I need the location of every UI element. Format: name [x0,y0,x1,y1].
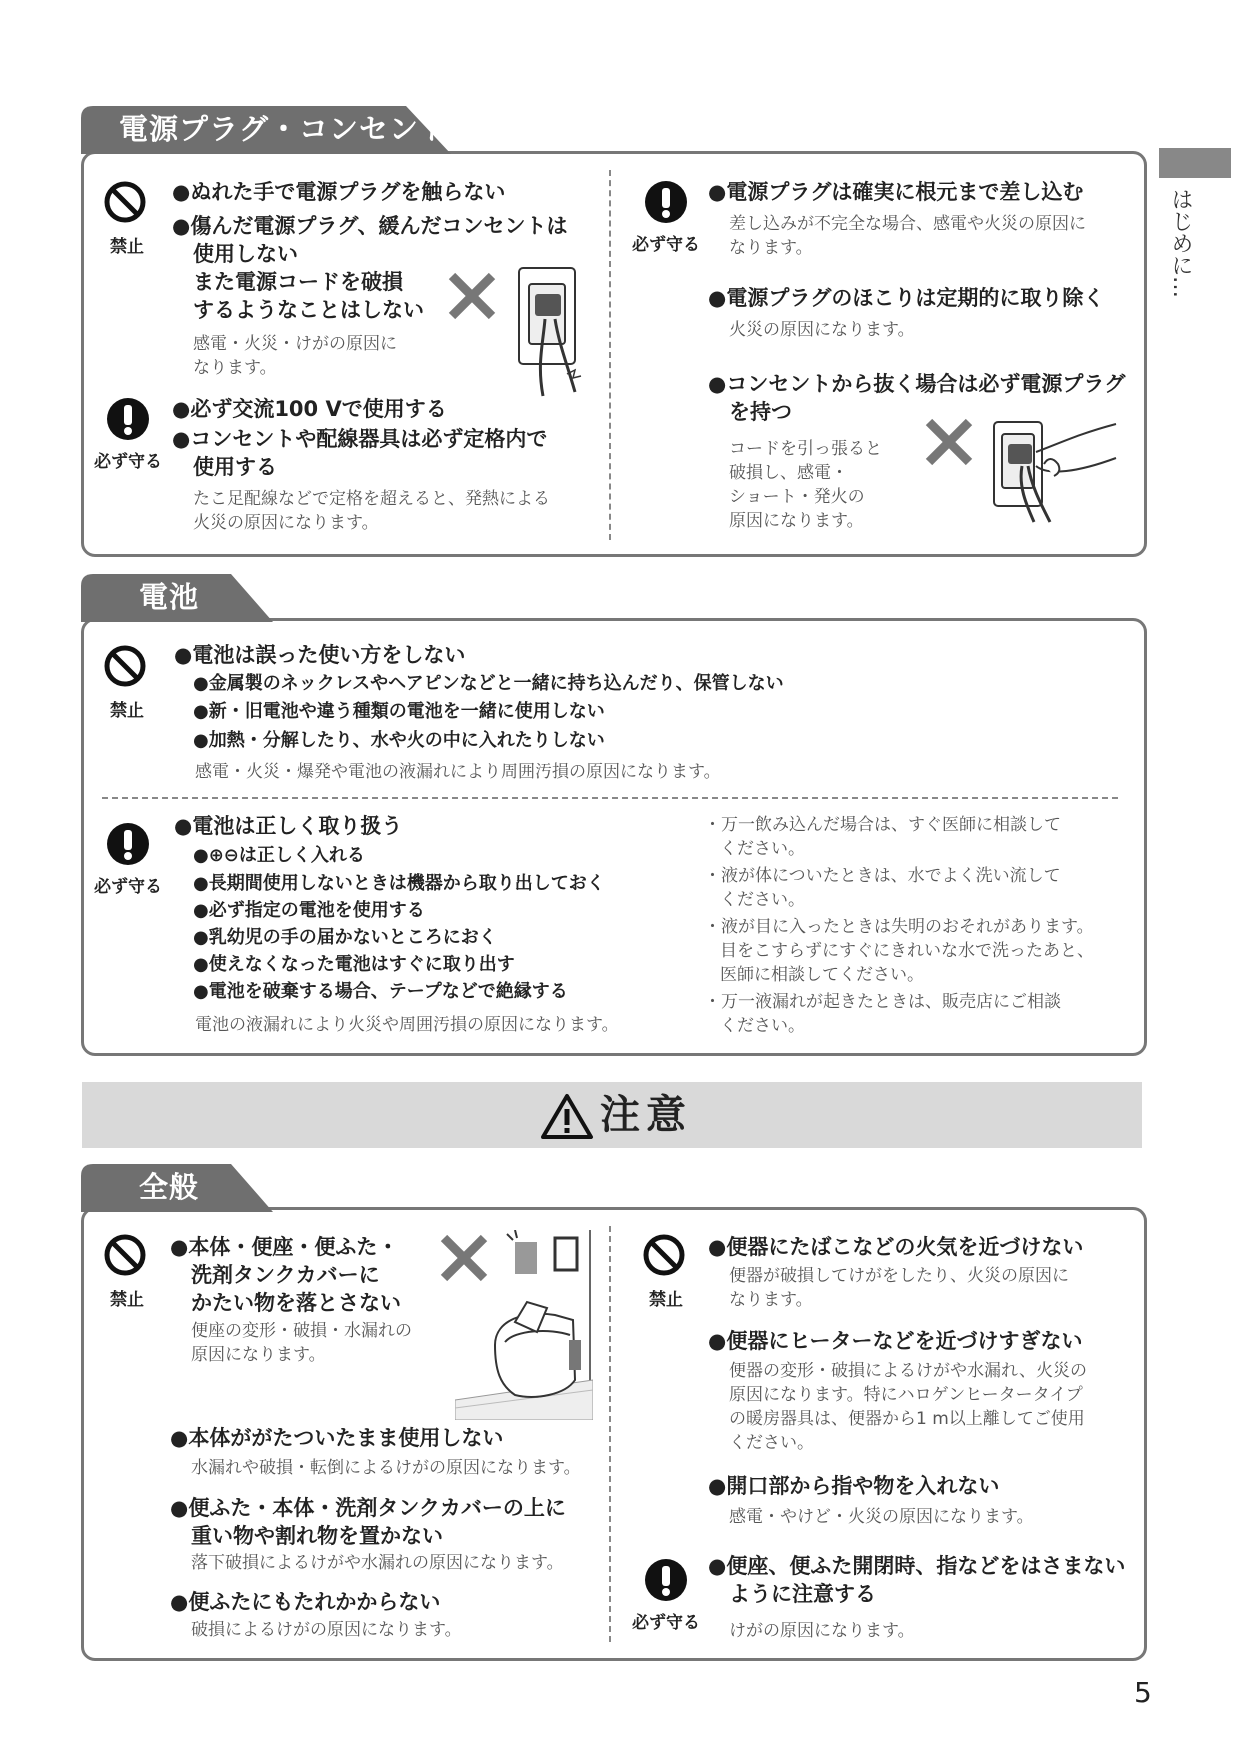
power-right-h1: ●電源プラグは確実に根元まで差し込む [708,180,1084,204]
x-mark-icon [925,418,973,466]
power-right-d1b: なります。 [729,238,813,258]
power-left-h4b: 使用する [193,455,277,479]
battery-upper-d1: 感電・火災・爆発や電池の液漏れにより周囲汚損の原因になります。 [195,762,721,782]
battery-upper-h1: ●電池は誤った使い方をしない [174,643,466,667]
power-left-d1b: なります。 [193,358,277,378]
must-icon [90,822,166,897]
battery-lower-s3: ●必ず指定の電池を使用する [193,900,425,921]
battery-upper-s2: ●新・旧電池や違う種類の電池を一緒に使用しない [193,701,605,722]
battery-note-3a: ・液が目に入ったときは失明のおそれがあります。 [704,917,1094,937]
power-right-h3a: ●コンセントから抜く場合は必ず電源プラグ [708,372,1126,396]
power-right-d3b: 破損し、感電・ [729,463,848,483]
power-section-title: 電源プラグ・コンセント [119,112,450,146]
power-left-h3: ●必ず交流100 Vで使用する [172,397,447,421]
power-right-d3d: 原因になります。 [729,511,864,531]
general-left-h4: ●便ふたにもたれかからない [170,1590,441,1614]
battery-note-4b: ください。 [720,1016,805,1036]
power-left-h2b: 使用しない [193,242,298,266]
general-left-d3: 落下破損によるけがや水漏れの原因になります。 [191,1553,564,1573]
battery-lower-h1: ●電池は正しく取り扱う [174,814,403,838]
general-right-d2b: 原因になります。特にハロゲンヒータータイプ [729,1385,1083,1405]
battery-lower-d1: 電池の液漏れにより火災や周囲汚損の原因になります。 [195,1015,619,1035]
prohibit-label: 禁止 [649,1290,683,1310]
power-right-d1a: 差し込みが不完全な場合、感電や火災の原因に [729,214,1086,234]
battery-lower-s4: ●乳幼児の手の届かないところにおく [193,927,497,948]
general-right-h3: ●開口部から指や物を入れない [708,1474,1000,1498]
prohibit-icon [100,644,154,721]
general-left-h3b: 重い物や割れ物を置かない [191,1524,443,1548]
warning-triangle-icon [540,1092,594,1140]
battery-lower-s1: ●⊕⊖は正しく入れる [193,845,365,866]
battery-divider [102,797,1118,799]
battery-note-3c: 医師に相談してください。 [720,965,924,985]
battery-lower-s2: ●長期間使用しないときは機器から取り出しておく [193,873,605,894]
x-mark-icon [448,272,496,320]
battery-lower-s6: ●電池を破棄する場合、テープなどで絶縁する [193,981,568,1002]
prohibit-label: 禁止 [110,237,144,257]
must-icon [628,180,704,255]
power-left-d1a: 感電・火災・けがの原因に [193,334,397,354]
battery-section-tab [81,574,281,620]
general-left-d4: 破損によるけがの原因になります。 [191,1620,462,1640]
must-label: 必ず守る [632,235,700,255]
side-tab-label: はじめに… [1168,188,1193,298]
general-right-d3: 感電・やけど・火災の原因になります。 [729,1507,1034,1527]
general-left-d2: 水漏れや破損・転倒によるけがの原因になります。 [191,1458,581,1478]
power-right-d2: 火災の原因になります。 [729,320,915,340]
must-label: 必ず守る [94,877,162,897]
power-left-h4a: ●コンセントや配線器具は必ず定格内で [172,427,548,451]
must-icon [628,1558,704,1633]
general-right-h4a: ●便座、便ふた開閉時、指などをはさまない [708,1554,1126,1578]
general-left-d1b: 原因になります。 [191,1345,326,1365]
battery-note-3b: 目をこすらずにすぐにきれいな水で洗ったあと、 [720,941,1094,961]
general-right-h4b: ように注意する [729,1582,876,1606]
general-right-d1a: 便器が破損してけがをしたり、火災の原因に [729,1266,1069,1286]
prohibit-label: 禁止 [110,701,144,721]
battery-section-title: 電池 [139,580,200,614]
power-left-h2c: また電源コードを破損 [193,270,403,294]
general-left-h1a: ●本体・便座・便ふた・ [170,1235,399,1259]
general-right-d2d: ください。 [729,1433,814,1453]
page-number: 5 [1134,1676,1152,1709]
general-right-d2a: 便器の変形・破損によるけがや水漏れ、火災の [729,1361,1088,1381]
battery-note-1a: ・万一飲み込んだ場合は、すぐ医師に相談して [704,815,1061,835]
general-left-h1b: 洗剤タンクカバーに [191,1263,380,1287]
general-left-h2: ●本体ががたついたまま使用しない [170,1426,504,1450]
power-left-d2b: 火災の原因になります。 [193,513,379,533]
power-right-d3c: ショート・発火の [729,487,865,507]
power-divider [609,170,611,540]
battery-note-2a: ・液が体についたときは、水でよく洗い流して [704,866,1061,886]
general-left-d1a: 便座の変形・破損・水漏れの [191,1321,412,1341]
prohibit-icon [639,1233,693,1310]
prohibit-icon [100,1233,154,1310]
power-section-tab [81,106,461,152]
general-right-h2: ●便器にヒーターなどを近づけすぎない [708,1329,1083,1353]
battery-lower-s5: ●使えなくなった電池はすぐに取り出す [193,954,515,975]
general-divider [609,1226,611,1642]
power-right-d3a: コードを引っ張ると [729,439,882,459]
power-left-d2a: たこ足配線などで定格を超えると、発熱による [193,489,550,509]
toilet-falling-object-illustration [455,1230,593,1420]
prohibit-label: 禁止 [110,1290,144,1310]
battery-upper-s3: ●加熱・分解したり、水や火の中に入れたりしない [193,730,605,751]
unplug-hand-illustration [988,418,1123,524]
must-label: 必ず守る [94,452,162,472]
battery-note-1b: ください。 [720,839,805,859]
power-left-h2d: するようなことはしない [193,298,424,322]
general-right-h1: ●便器にたばこなどの火気を近づけない [708,1235,1084,1259]
prohibit-icon [100,180,154,257]
general-section-tab [81,1164,281,1210]
battery-note-2b: ください。 [720,890,805,910]
power-left-h1: ●ぬれた手で電源プラグを触らない [172,180,506,204]
must-icon [90,397,166,472]
general-left-h1c: かたい物を落とさない [191,1291,401,1315]
general-right-d4: けがの原因になります。 [729,1621,915,1641]
general-right-d1b: なります。 [729,1290,813,1310]
power-right-h3b: を持つ [729,400,792,424]
power-left-h2a: ●傷んだ電源プラグ、緩んだコンセントは [172,214,568,238]
must-label: 必ず守る [632,1613,700,1633]
battery-upper-s1: ●金属製のネックレスやヘアピンなどと一緒に持ち込んだり、保管しない [193,673,784,694]
battery-note-4a: ・万一液漏れが起きたときは、販売店にご相談 [704,992,1061,1012]
general-left-h3a: ●便ふた・本体・洗剤タンクカバーの上に [170,1496,566,1520]
general-right-d2c: の暖房器具は、便器から1 m以上離してご使用 [729,1409,1085,1429]
side-tab-bar [1159,148,1231,178]
damaged-plug-illustration [515,264,595,404]
caution-banner-title: 注意 [600,1092,692,1138]
general-section-title: 全般 [139,1170,200,1204]
power-right-h2: ●電源プラグのほこりは定期的に取り除く [708,286,1105,310]
